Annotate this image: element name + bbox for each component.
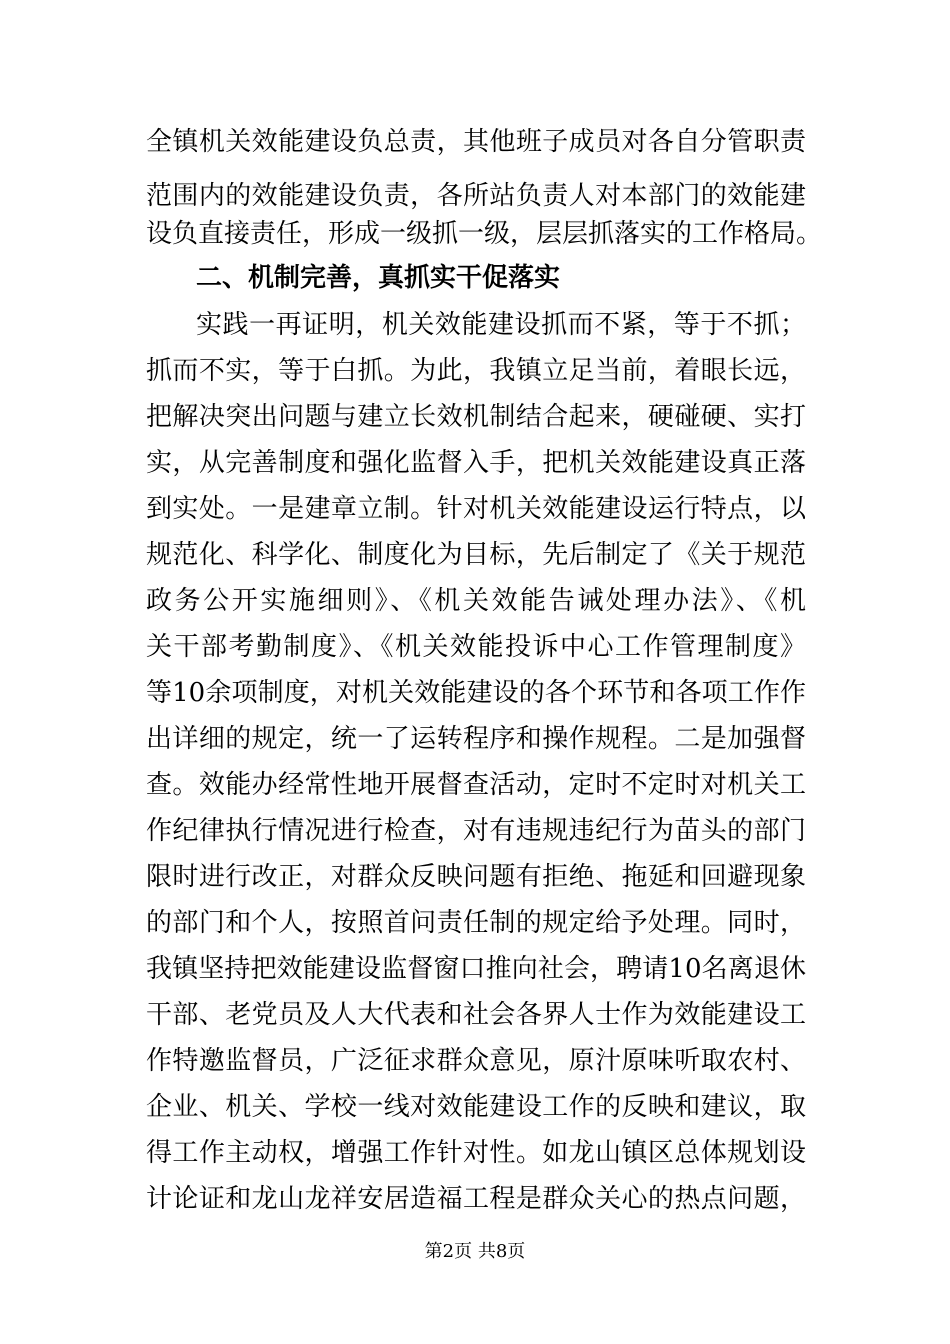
paragraph-line: 出详细的规定，统一了运转程序和操作规程。二是加强督	[146, 724, 806, 754]
paragraph-line: 政务公开实施细则》、《机关效能告诫处理办法》、《机	[146, 586, 806, 616]
paragraph-line: 查。效能办经常性地开展督查活动，定时不定时对机关工	[146, 770, 806, 800]
paragraph-line: 全镇机关效能建设负总责，其他班子成员对各自分管职责	[146, 127, 806, 157]
paragraph-line: 关干部考勤制度》、《机关效能投诉中心工作管理制度》	[146, 632, 806, 662]
paragraph-line: 企业、机关、学校一线对效能建设工作的反映和建议，取	[146, 1092, 806, 1122]
paragraph-line: 范围内的效能建设负责，各所站负责人对本部门的效能建	[146, 181, 806, 211]
paragraph-line: 设负直接责任，形成一级抓一级，层层抓落实的工作格局。	[146, 219, 823, 249]
paragraph-line: 实，从完善制度和强化监督入手，把机关效能建设真正落	[146, 448, 806, 478]
paragraph-line: 干部、老党员及人大代表和社会各界人士作为效能建设工	[146, 1000, 806, 1030]
paragraph-line: 抓而不实，等于白抓。为此，我镇立足当前，着眼长远，	[146, 356, 806, 386]
paragraph-line: 的部门和个人，按照首问责任制的规定给予处理。同时，	[146, 908, 806, 938]
paragraph-line: 等10余项制度，对机关效能建设的各个环节和各项工作作	[146, 678, 806, 708]
paragraph-line: 实践一再证明，机关效能建设抓而不紧，等于不抓；	[196, 310, 806, 340]
paragraph-line: 计论证和龙山龙祥安居造福工程是群众关心的热点问题，	[146, 1184, 806, 1214]
paragraph-line: 到实处。一是建章立制。针对机关效能建设运行特点，以	[146, 494, 806, 524]
paragraph-line: 得工作主动权，增强工作针对性。如龙山镇区总体规划设	[146, 1138, 806, 1168]
paragraph-line: 作特邀监督员，广泛征求群众意见，原汁原味听取农村、	[146, 1046, 806, 1076]
paragraph-line: 我镇坚持把效能建设监督窗口推向社会，聘请10名离退休	[146, 954, 806, 984]
paragraph-line: 作纪律执行情况进行检查，对有违规违纪行为苗头的部门	[146, 816, 806, 846]
paragraph-line: 限时进行改正，对群众反映问题有拒绝、拖延和回避现象	[146, 862, 806, 892]
section-heading: 二、机制完善，真抓实干促落实	[196, 263, 561, 293]
page-number-footer: 第2页 共8页	[424, 1241, 526, 1262]
paragraph-line: 把解决突出问题与建立长效机制结合起来，硬碰硬、实打	[146, 402, 806, 432]
paragraph-line: 规范化、科学化、制度化为目标，先后制定了《关于规范	[146, 540, 806, 570]
